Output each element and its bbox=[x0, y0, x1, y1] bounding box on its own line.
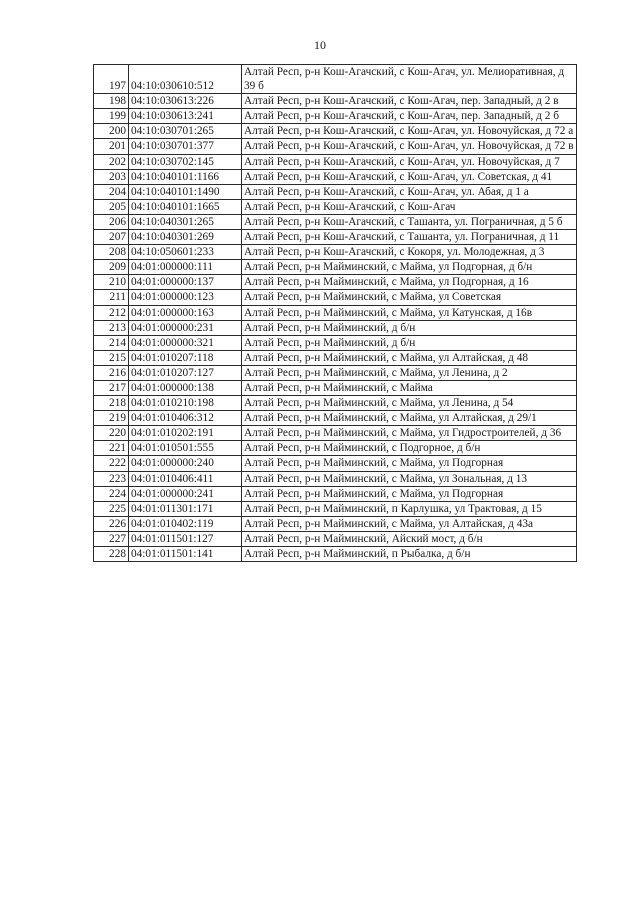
table-row bbox=[94, 335, 577, 350]
table-row bbox=[94, 547, 577, 562]
row-number: 212 bbox=[94, 305, 129, 320]
table-row bbox=[94, 154, 577, 169]
cadastral-number: 04:01:010406:411 bbox=[129, 471, 242, 486]
table-row bbox=[94, 441, 577, 456]
table-row bbox=[94, 245, 577, 260]
cadastral-number: 04:01:000000:163 bbox=[129, 305, 242, 320]
address-cell: Алтай Респ, р-н Кош-Агачский, с Кош-Агач, ул. Новочуйская, д 72 а bbox=[242, 124, 577, 139]
row-number: 222 bbox=[94, 456, 129, 471]
row-number: 224 bbox=[94, 486, 129, 501]
address-cell: Алтай Респ, р-н Майминский, с Майма, ул Ленина, д 2 bbox=[242, 365, 577, 380]
row-number: 219 bbox=[94, 411, 129, 426]
cadastral-number: 04:01:000000:137 bbox=[129, 275, 242, 290]
table-row bbox=[94, 230, 577, 245]
cadastral-number: 04:01:011301:171 bbox=[129, 501, 242, 516]
cadastral-number: 04:10:040301:269 bbox=[129, 230, 242, 245]
table-row bbox=[94, 199, 577, 214]
address-cell: Алтай Респ, р-н Майминский, с Майма, ул Советская bbox=[242, 290, 577, 305]
table-row bbox=[94, 94, 577, 109]
address-cell: Алтай Респ, р-н Майминский, с Майма bbox=[242, 380, 577, 395]
row-number: 200 bbox=[94, 124, 129, 139]
address-cell: Алтай Респ, р-н Майминский, с Майма, ул Зональная, д 13 bbox=[242, 471, 577, 486]
row-number: 215 bbox=[94, 350, 129, 365]
table-row bbox=[94, 486, 577, 501]
address-cell: Алтай Респ, р-н Кош-Агачский, с Кош-Агач, пер. Западный, д 2 б bbox=[242, 109, 577, 124]
row-number: 202 bbox=[94, 154, 129, 169]
cadastral-number: 04:10:030610:512 bbox=[129, 65, 242, 94]
cadastral-number: 04:01:000000:241 bbox=[129, 486, 242, 501]
cadastral-number: 04:10:040101:1490 bbox=[129, 184, 242, 199]
table-row bbox=[94, 275, 577, 290]
row-number: 217 bbox=[94, 380, 129, 395]
cadastral-number: 04:10:030613:226 bbox=[129, 94, 242, 109]
row-number: 218 bbox=[94, 396, 129, 411]
row-number: 201 bbox=[94, 139, 129, 154]
cadastral-number: 04:10:030702:145 bbox=[129, 154, 242, 169]
cadastral-number: 04:01:010402:119 bbox=[129, 516, 242, 531]
address-cell: Алтай Респ, р-н Майминский, с Майма, ул Алтайская, д 48 bbox=[242, 350, 577, 365]
cadastral-number: 04:01:000000:240 bbox=[129, 456, 242, 471]
row-number: 203 bbox=[94, 169, 129, 184]
cadastral-number: 04:10:030613:241 bbox=[129, 109, 242, 124]
address-cell: Алтай Респ, р-н Майминский, с Майма, ул Подгорная bbox=[242, 486, 577, 501]
address-cell: Алтай Респ, р-н Кош-Агачский, с Ташанта, ул. Пограничная, д 5 б bbox=[242, 214, 577, 229]
address-cell: Алтай Респ, р-н Майминский, с Майма, ул Подгорная bbox=[242, 456, 577, 471]
cadastral-number: 04:01:000000:138 bbox=[129, 380, 242, 395]
row-number: 216 bbox=[94, 365, 129, 380]
page-number: 10 bbox=[314, 38, 326, 52]
row-number: 205 bbox=[94, 199, 129, 214]
row-number: 220 bbox=[94, 426, 129, 441]
address-cell: Алтай Респ, р-н Майминский, д б/н bbox=[242, 320, 577, 335]
table-row bbox=[94, 396, 577, 411]
row-number: 207 bbox=[94, 230, 129, 245]
row-number: 221 bbox=[94, 441, 129, 456]
address-cell: Алтай Респ, р-н Кош-Агачский, с Кокоря, ул. Молодежная, д 3 bbox=[242, 245, 577, 260]
address-cell: Алтай Респ, р-н Кош-Агачский, с Кош-Агач, ул. Советская, д 41 bbox=[242, 169, 577, 184]
cadastral-number: 04:01:010207:127 bbox=[129, 365, 242, 380]
address-cell: Алтай Респ, р-н Кош-Агачский, с Ташанта, ул. Пограничная, д 11 bbox=[242, 230, 577, 245]
address-cell: Алтай Респ, р-н Майминский, с Майма, ул Алтайская, д 29/1 bbox=[242, 411, 577, 426]
row-number: 228 bbox=[94, 547, 129, 562]
table-row bbox=[94, 124, 577, 139]
table-row bbox=[94, 184, 577, 199]
table-row bbox=[94, 531, 577, 546]
address-cell: Алтай Респ, р-н Майминский, с Майма, ул Алтайская, д 43а bbox=[242, 516, 577, 531]
cadastral-number: 04:10:030701:377 bbox=[129, 139, 242, 154]
table-row bbox=[94, 471, 577, 486]
cadastral-number: 04:10:040101:1166 bbox=[129, 169, 242, 184]
table-row bbox=[94, 365, 577, 380]
address-cell: Алтай Респ, р-н Кош-Агачский, с Кош-Агач, ул. Новочуйская, д 72 в bbox=[242, 139, 577, 154]
table-row bbox=[94, 411, 577, 426]
table-row bbox=[94, 109, 577, 124]
table-row bbox=[94, 214, 577, 229]
table-row bbox=[94, 350, 577, 365]
row-number: 209 bbox=[94, 260, 129, 275]
table-row bbox=[94, 139, 577, 154]
cadastral-number: 04:10:040101:1665 bbox=[129, 199, 242, 214]
row-number: 206 bbox=[94, 214, 129, 229]
cadastral-number: 04:01:010202:191 bbox=[129, 426, 242, 441]
address-cell: Алтай Респ, р-н Майминский, с Майма, ул Гидростроителей, д 36 bbox=[242, 426, 577, 441]
cadastral-number: 04:01:010501:555 bbox=[129, 441, 242, 456]
table-row bbox=[94, 320, 577, 335]
cadastral-number: 04:01:000000:111 bbox=[129, 260, 242, 275]
cadastral-number: 04:01:011501:141 bbox=[129, 547, 242, 562]
cadastral-number: 04:01:000000:231 bbox=[129, 320, 242, 335]
row-number: 223 bbox=[94, 471, 129, 486]
table-row bbox=[94, 290, 577, 305]
address-cell: Алтай Респ, р-н Майминский, д б/н bbox=[242, 335, 577, 350]
row-number: 214 bbox=[94, 335, 129, 350]
row-number: 210 bbox=[94, 275, 129, 290]
table-row bbox=[94, 380, 577, 395]
cadastral-number: 04:10:050601:233 bbox=[129, 245, 242, 260]
row-number: 213 bbox=[94, 320, 129, 335]
cadastral-number: 04:01:000000:123 bbox=[129, 290, 242, 305]
table-row bbox=[94, 305, 577, 320]
address-cell: Алтай Респ, р-н Майминский, с Майма, ул Подгорная, д 16 bbox=[242, 275, 577, 290]
address-cell: Алтай Респ, р-н Кош-Агачский, с Кош-Агач, ул. Мелиоративная, д 39 б bbox=[242, 65, 577, 94]
address-cell: Алтай Респ, р-н Кош-Агачский, с Кош-Агач, ул. Абая, д 1 а bbox=[242, 184, 577, 199]
table-row bbox=[94, 456, 577, 471]
table-row bbox=[94, 260, 577, 275]
row-number: 204 bbox=[94, 184, 129, 199]
address-cell: Алтай Респ, р-н Майминский, Айский мост, д б/н bbox=[242, 531, 577, 546]
row-number: 198 bbox=[94, 94, 129, 109]
row-number: 211 bbox=[94, 290, 129, 305]
table-body bbox=[94, 65, 577, 562]
address-cell: Алтай Респ, р-н Кош-Агачский, с Кош-Агач bbox=[242, 199, 577, 214]
cadastral-number: 04:01:000000:321 bbox=[129, 335, 242, 350]
table-row bbox=[94, 169, 577, 184]
cadastral-number: 04:01:011501:127 bbox=[129, 531, 242, 546]
address-cell: Алтай Респ, р-н Майминский, с Майма, ул Ленина, д 54 bbox=[242, 396, 577, 411]
cadastral-number: 04:01:010210:198 bbox=[129, 396, 242, 411]
property-table bbox=[93, 64, 577, 562]
table-row bbox=[94, 426, 577, 441]
cadastral-number: 04:01:010207:118 bbox=[129, 350, 242, 365]
table-row bbox=[94, 501, 577, 516]
address-cell: Алтай Респ, р-н Кош-Агачский, с Кош-Агач, ул. Новочуйская, д 7 bbox=[242, 154, 577, 169]
cadastral-number: 04:01:010406:312 bbox=[129, 411, 242, 426]
row-number: 197 bbox=[94, 65, 129, 94]
row-number: 227 bbox=[94, 531, 129, 546]
address-cell: Алтай Респ, р-н Майминский, с Подгорное, д б/н bbox=[242, 441, 577, 456]
table-row bbox=[94, 516, 577, 531]
row-number: 226 bbox=[94, 516, 129, 531]
cadastral-number: 04:10:040301:265 bbox=[129, 214, 242, 229]
address-cell: Алтай Респ, р-н Майминский, п Карлушка, ул Трактовая, д 15 bbox=[242, 501, 577, 516]
address-cell: Алтай Респ, р-н Майминский, п Рыбалка, д б/н bbox=[242, 547, 577, 562]
row-number: 225 bbox=[94, 501, 129, 516]
row-number: 199 bbox=[94, 109, 129, 124]
address-cell: Алтай Респ, р-н Майминский, с Майма, ул Катунская, д 16в bbox=[242, 305, 577, 320]
address-cell: Алтай Респ, р-н Кош-Агачский, с Кош-Агач, пер. Западный, д 2 в bbox=[242, 94, 577, 109]
table-row bbox=[94, 65, 577, 94]
row-number: 208 bbox=[94, 245, 129, 260]
cadastral-number: 04:10:030701:265 bbox=[129, 124, 242, 139]
address-cell: Алтай Респ, р-н Майминский, с Майма, ул Подгорная, д б/н bbox=[242, 260, 577, 275]
